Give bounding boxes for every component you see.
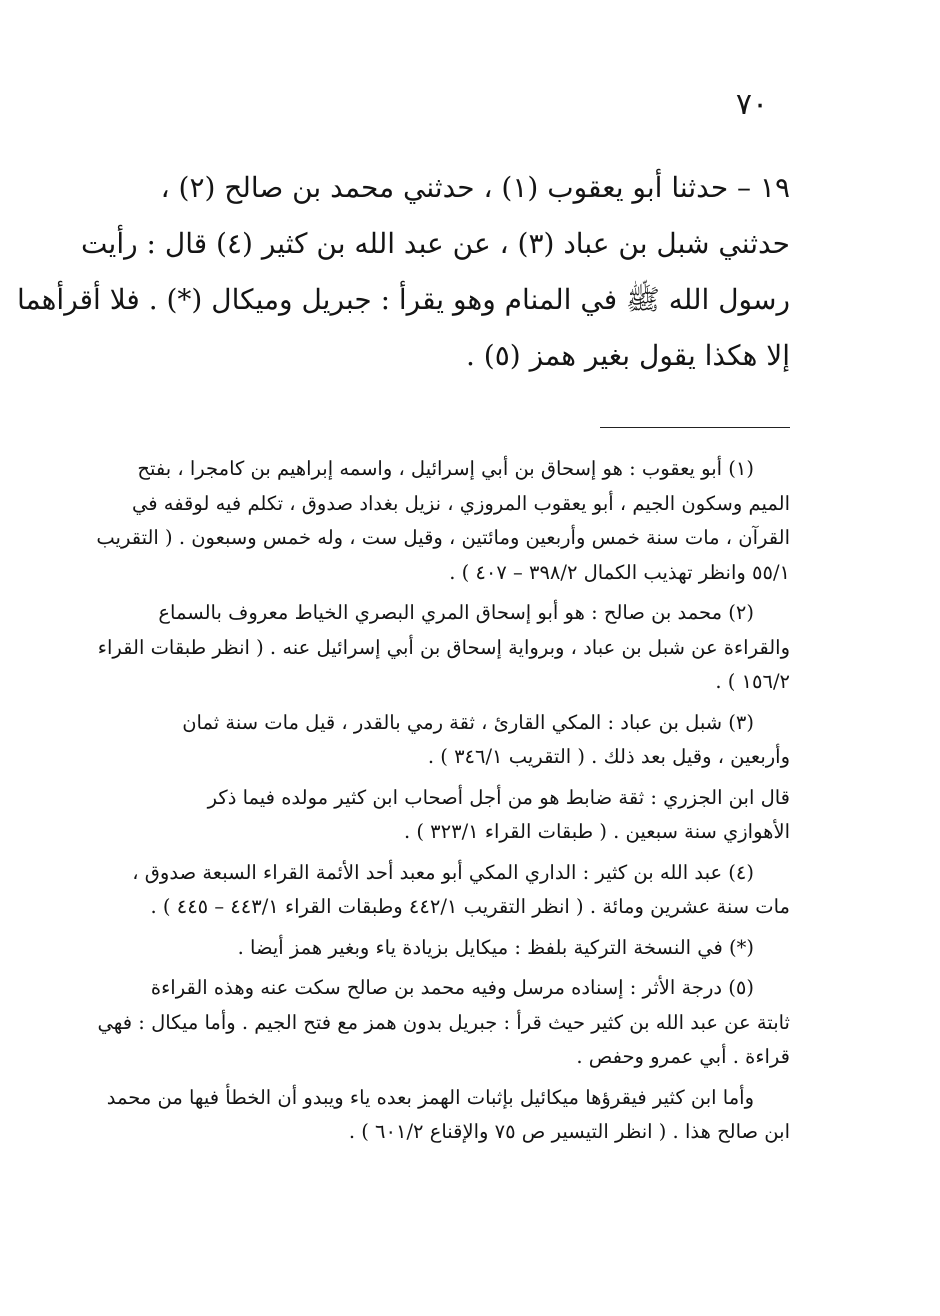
footnote-line: وأربعين ، وقيل بعد ذلك . ( التقريب ٣٤٦/١ ) . — [427, 745, 790, 768]
footnote-5-continued — [106, 1081, 790, 1150]
footnote-star — [118, 931, 790, 966]
footnote-line: قراءة . أبي عمرو وحفص . — [576, 1045, 790, 1068]
footnote-line: (*) في النسخة التركية بلفظ : ميكايل بزيادة ياء وبغير همز أيضا . — [237, 935, 754, 959]
footnotes — [96, 452, 790, 1156]
footnote-divider — [600, 427, 790, 428]
footnote-line: قال ابن الجزري : ثقة ضابط هو من أجل أصحاب ابن كثير مولده فيما ذكر — [207, 785, 790, 809]
footnote-line: (١) أبو يعقوب : هو إسحاق بن أبي إسرائيل ، واسمه إبراهيم بن كامجرا ، بفتح — [137, 457, 754, 480]
footnote-line: ثابتة عن عبد الله بن كثير حيث قرأ : جبريل بدون همز مع فتح الجيم . وأما ميكال : فهي — [97, 1010, 790, 1034]
footnote-line: ١٥٦/٢ ) . — [715, 670, 790, 693]
footnote-1 — [96, 452, 790, 590]
footnote-line: وأما ابن كثير فيقرؤها ميكائيل بإثبات الهمز بعده ياء ويبدو أن الخطأ فيها من محمد — [106, 1085, 754, 1109]
footnote-5 — [97, 971, 790, 1075]
footnote-3-continued — [118, 781, 790, 850]
hadith-text — [16, 160, 790, 384]
footnote-line: (٢) محمد بن صالح : هو أبو إسحاق المري البصري الخياط معروف بالسماع — [158, 601, 754, 624]
footnote-line: مات سنة عشرين ومائة . ( انظر التقريب ٤٤٢/١ وطبقات القراء ٤٤٣/١ – ٤٤٥ ) . — [150, 895, 790, 918]
footnote-line: ابن صالح هذا . ( انظر التيسير ص ٧٥ والإقناع ٦٠١/٢ ) . — [348, 1120, 790, 1143]
footnote-2 — [97, 596, 790, 700]
footnote-line: القرآن ، مات سنة خمس وأربعين ومائتين ، وقيل ست ، وله خمس وسبعون . ( التقريب — [96, 526, 790, 549]
footnote-line: (٤) عبد الله بن كثير : الداري المكي أبو معبد أحد الأئمة القراء السبعة صدوق ، — [132, 860, 754, 884]
hadith-line: ١٩ – حدثنا أبو يعقوب (١) ، حدثني محمد بن صالح (٢) ، — [160, 171, 790, 204]
hadith-line: رسول الله ﷺ في المنام وهو يقرأ : جبريل وميكال (*) . فلا أقرأهما — [16, 283, 790, 316]
hadith-line: إلا هكذا يقول بغير همز (٥) . — [465, 339, 790, 372]
footnote-4 — [118, 856, 790, 925]
footnote-3 — [118, 706, 790, 775]
footnote-line: الأهوازي سنة سبعين . ( طبقات القراء ٣٢٣/١ ) . — [403, 820, 790, 843]
footnote-line: الميم وسكون الجيم ، أبو يعقوب المروزي ، نزيل بغداد صدوق ، تكلم فيه لوقفه في — [131, 491, 790, 515]
footnote-line: ٥٥/١ وانظر تهذيب الكمال ٣٩٨/٢ – ٤٠٧ ) . — [449, 560, 790, 584]
footnote-line: (٥) درجة الأثر : إسناده مرسل وفيه محمد بن صالح سكت عنه وهذه القراءة — [150, 976, 754, 999]
footnote-line: (٣) شبل بن عباد : المكي القارئ ، ثقة رمي بالقدر ، قيل مات سنة ثمان — [182, 710, 754, 734]
footnote-line: والقراءة عن شبل بن عباد ، وبرواية إسحاق بن أبي إسرائيل عنه . ( انظر طبقات القراء — [97, 635, 790, 659]
page-number: ٧٠ — [735, 87, 769, 122]
hadith-line: حدثني شبل بن عباد (٣) ، عن عبد الله بن كثير (٤) قال : رأيت — [81, 227, 790, 260]
